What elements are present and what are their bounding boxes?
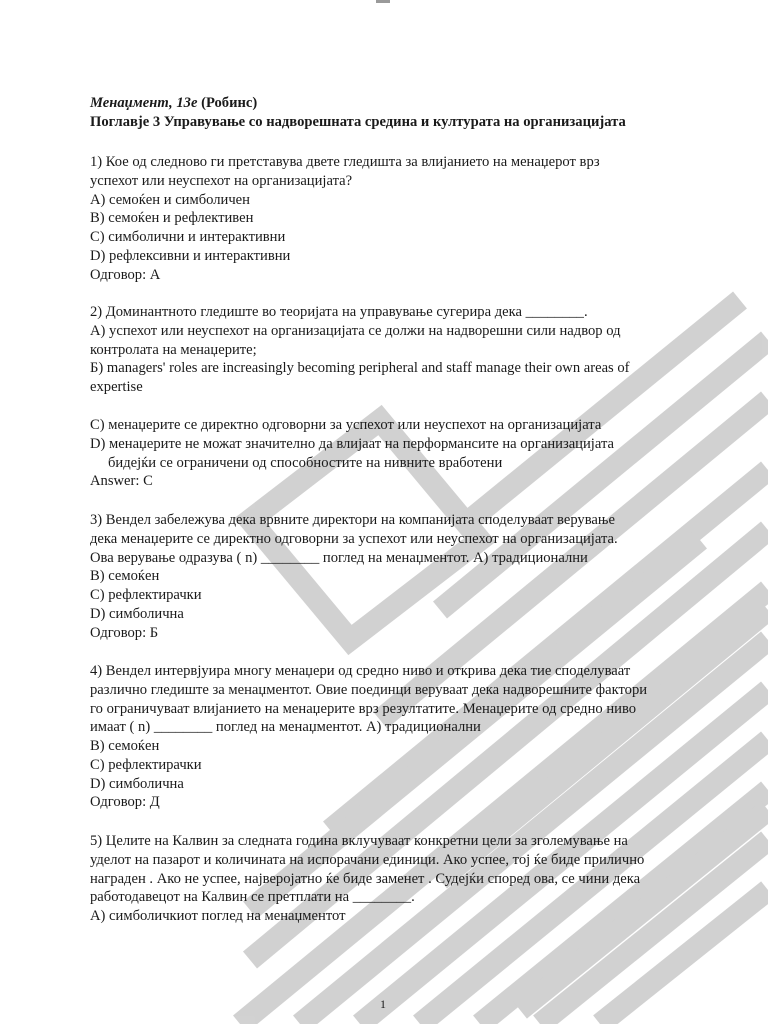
question-4 [90,662,647,812]
answer-option: D) рефлексивни и интерактивни [90,247,291,264]
chapter-title: Поглавје 3 Управување со надворешната средина и културата на организацијата [90,113,626,130]
author: (Робинс) [201,95,258,111]
answer-option: Б) managers' roles are increasingly becoming peripheral and staff manage their own areas of [90,360,630,377]
answer-option: A) успехот или неуспехот на организацијата се должи на надворешни сили надвор од [90,322,621,339]
answer-option: B) семоќен [90,568,160,585]
answer-option: C) рефлектирачки [90,756,202,773]
answer-option: B) семоќен [90,738,160,754]
correct-answer: Одговор: Д [90,794,160,811]
question-text: дека менаџерите се директно одговорни за успехот или неуспехот на организацијата. [90,530,618,547]
answer-option: expertise [90,379,143,395]
answer-option: A) семоќен и симболичен [90,191,250,208]
answer-option: D) симболична [90,775,184,792]
question-text: различно гледиште за менаџментот. Овие поединци веруваат дека надворешните фактори [90,681,648,698]
answer-option: бидејќи се ограничени од способностите на нивните вработени [108,454,503,471]
question-text: 5) Целите на Калвин за следната година вклучуваат конкретни цели за зголемување на [90,833,628,849]
answer-option: B) семоќен и рефлективен [90,210,254,227]
answer-option: A) симболичкиот поглед на менаџментот [90,908,346,924]
answer-option: C) менаџерите се директно одговорни за успехот или неуспехот на организацијата [90,417,602,433]
question-1 [90,153,600,284]
question-text: 4) Вендел интервјуира многу менаџери од средно ниво и открива дека тие споделуваат [90,663,631,679]
answer-option: D) симболична [90,605,184,622]
question-text: го ограничуваат влијанието на менаџерите врз резултатите. Менаџерите од средно ниво [90,700,637,717]
question-text: Ова верување одразува ( n) ________ поглед на менаџментот. A) традиционални [90,549,588,566]
top-mark [376,0,390,3]
answer-option: D) менаџерите не можат значително да влијаат на перформансите на организацијата [90,435,614,452]
correct-answer: Одговор: Б [90,624,159,641]
question-3 [90,511,618,642]
answer-option: C) рефлектирачки [90,587,202,603]
document-header [90,94,626,132]
question-text: работодавецот на Калвин се претплати на ________. [90,889,415,906]
answer-option: контролата на менаџерите; [90,341,257,358]
answer-option: C) симболични и интерактивни [90,229,286,245]
question-text: успехот или неуспехот на организацијата? [90,172,353,189]
question-2-continued [90,416,614,491]
book-title: Менаџмент, 13е [90,95,198,111]
page-number: 1 [380,997,386,1011]
correct-answer: Answer: C [90,473,153,490]
question-text: уделот на пазарот и количината на испорачани единици. Ако успее, тој ќе биде прилично [90,851,645,868]
question-text: 3) Вендел забележува дека врвните директори на компанијата споделуваат верување [90,512,615,528]
question-text: имаат ( n) ________ поглед на менаџментот. A) традиционални [90,719,481,736]
question-text: 1) Кое од следново ги претставува двете гледишта за влијанието на менаџерот врз [90,154,600,170]
question-5 [90,832,644,926]
question-text: 2) Доминантното гледиште во теоријата на управување сугерира дека ________. [90,304,588,320]
correct-answer: Одговор: А [90,266,161,283]
question-text: награден . Ако не успее, најверојатно ќе биде заменет . Судејќи според ова, се чини дека [90,870,641,887]
question-2 [90,303,630,397]
